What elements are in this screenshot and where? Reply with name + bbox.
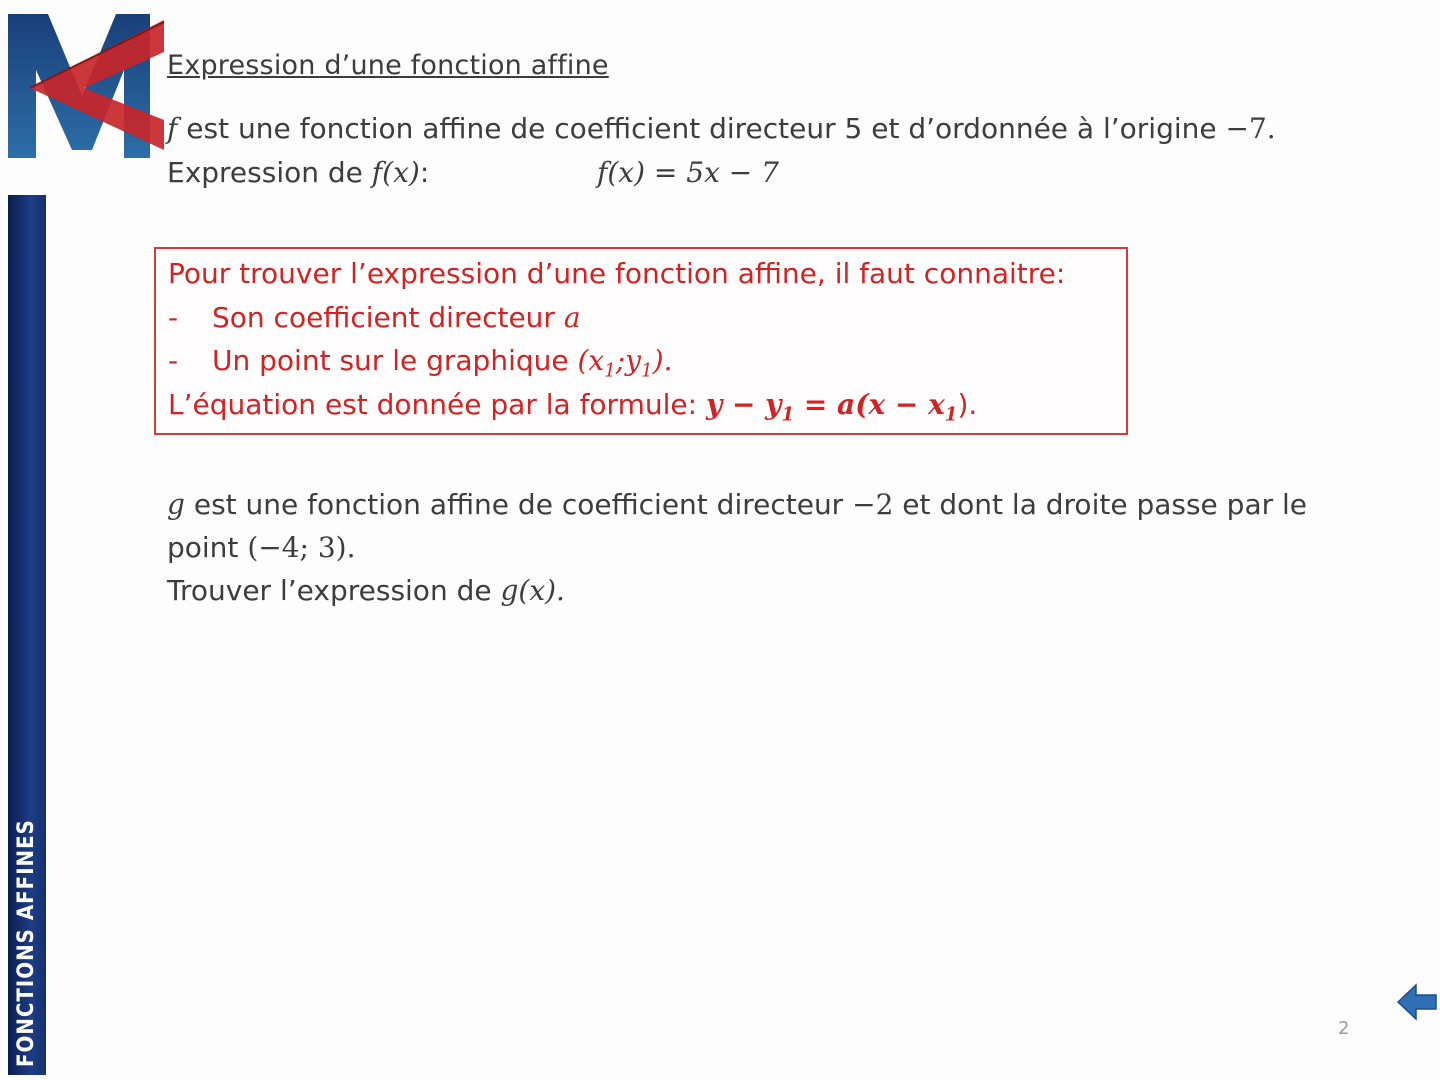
point-sep: ;y [615,344,642,377]
subscript: 1 [604,360,616,382]
rule-item-slope [168,301,581,334]
formula-label: L’équation est donnée par la formule: [168,388,706,421]
intercept-value: −7. [1225,112,1276,145]
slope-value: −2 [852,488,894,521]
logo-m-icon [0,0,170,170]
back-button[interactable] [1396,982,1438,1022]
subscript: 1 [641,360,653,382]
rule-box [154,247,1128,435]
rule-heading: Pour trouver l’expression d’une fonction affine, il faut connaitre: [168,257,1066,290]
point-open: (x [577,344,605,377]
gx-label: g(x). [500,574,565,607]
rule-item-text: Son coefficient directeur [212,301,564,334]
expression-colon: : [419,156,430,189]
formula-part-c: ). [957,388,978,421]
function-f: f [167,112,178,145]
slide-title: Expression d’une fonction affine [167,50,609,81]
point-label: point [167,531,248,564]
sidebar-banner [8,195,46,1075]
rule-formula-line [168,388,977,426]
page-number: 2 [1338,1018,1350,1039]
back-arrow-icon [1396,982,1438,1022]
exercise-line-2 [167,531,355,564]
intro-line-1 [167,112,1276,145]
subscript: 1 [781,404,795,426]
task-label: Trouver l’expression de [167,574,501,607]
bullet: - [168,344,179,377]
subscript: 1 [944,404,958,426]
exercise-line-1 [167,488,1307,521]
sidebar-label: FONCTIONS AFFINES [14,819,39,1067]
rule-item-text: Un point sur le graphique [212,344,578,377]
formula-part-b: = a(x − x [794,388,945,421]
exercise-tail: et dont la droite passe par le [893,488,1308,521]
point-close: ). [652,344,673,377]
bullet: - [168,301,179,334]
fx-label: f(x) [371,156,420,189]
slope-symbol: a [563,301,581,334]
intro-text: est une fonction affine de coefficient directeur 5 et d’ordonnée à l’origine [177,112,1226,145]
formula-part-a: y − y [705,388,782,421]
rule-item-point [168,344,672,382]
expression-label: Expression de [167,156,372,189]
logo [0,0,170,170]
exercise-text: est une fonction affine de coefficient directeur [184,488,853,521]
fx-formula: f(x) = 5x − 7 [597,156,779,189]
exercise-line-3 [167,574,565,607]
intro-line-2 [167,156,779,189]
sidebar-label-wrap [8,195,46,1075]
point-value: (−4; 3). [247,531,356,564]
function-g: g [167,488,185,521]
